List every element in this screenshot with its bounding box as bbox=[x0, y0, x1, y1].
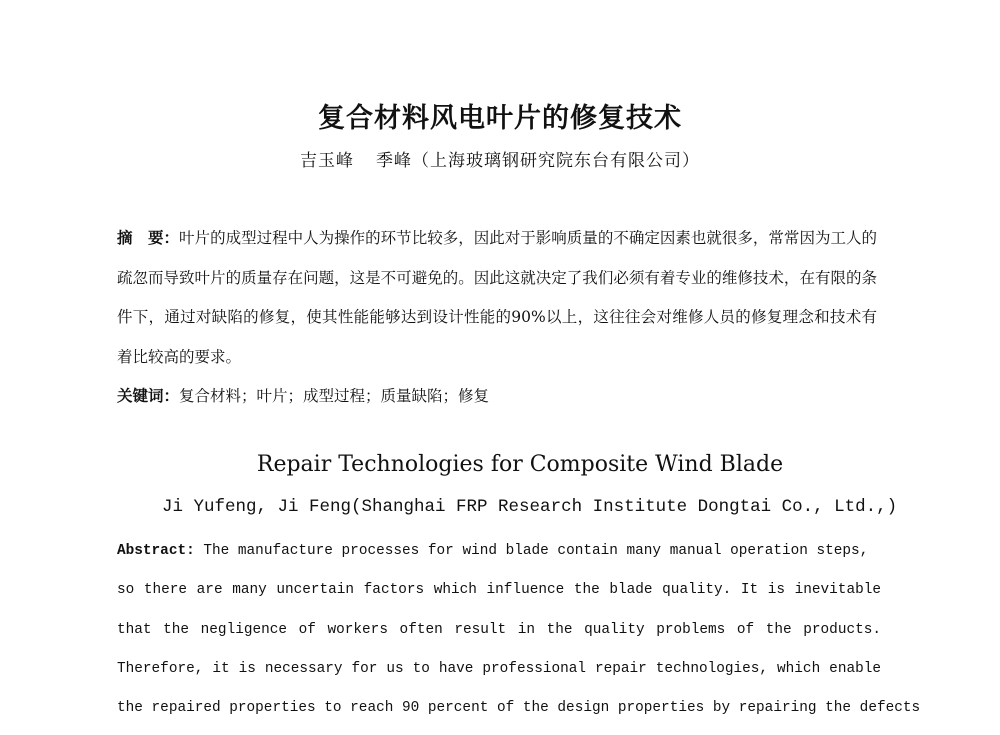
abstract-text-cn: 叶片的成型过程中人为操作的环节比较多，因此对于影响质量的不确定因素也就很多，常常因为工人的疏忽而导致叶片的质量存在问题，这是不可避免的。因此这就决定了我们必须有着专业的维修技术，在有限的条件下，通过对缺陷的修复，使其性能能够达到设计性能的90%以上，这往往会对维修人员的修复理念和技术有着比较高的要求。 bbox=[117, 229, 877, 366]
abstract-label-cn: 摘 要： bbox=[117, 229, 180, 247]
authors-cn bbox=[0, 146, 1000, 171]
abstract-line-en: that the negligence of workers often result in the quality problems of the products. bbox=[117, 621, 881, 638]
abstract-cn bbox=[117, 219, 877, 377]
abstract-en bbox=[117, 532, 921, 728]
keywords-cn bbox=[117, 377, 877, 417]
paper-title-cn: 复合材料风电叶片的修复技术 bbox=[318, 103, 682, 134]
author-name-cn: 吉玉峰 bbox=[300, 151, 354, 171]
keywords-label-cn: 关键词： bbox=[117, 387, 180, 405]
abstract-line-en: so there are many uncertain factors which influence the blade quality. It is inevitable bbox=[117, 582, 881, 599]
paper-title-en: Repair Technologies for Composite Wind Blade bbox=[256, 452, 784, 477]
abstract-line-en: Abstract: The manufacture processes for wind blade contain many manual operation steps, bbox=[117, 543, 869, 559]
keywords-text-cn: 复合材料；叶片；成型过程；质量缺陷；修复 bbox=[179, 387, 490, 405]
abstract-label-en: Abstract: bbox=[117, 543, 195, 559]
authors-en: Ji Yufeng, Ji Feng(Shanghai FRP Research Institute Dongtai Co., Ltd.,) bbox=[162, 497, 898, 517]
abstract-line-en: the repaired properties to reach 90 percent of the design properties by repairing the defects bbox=[117, 700, 921, 717]
abstract-line-en: Therefore, it is necessary for us to have professional repair technologies, which enable bbox=[117, 660, 881, 677]
author-affiliation-cn: 季峰（上海玻璃钢研究院东台有限公司） bbox=[376, 151, 700, 171]
